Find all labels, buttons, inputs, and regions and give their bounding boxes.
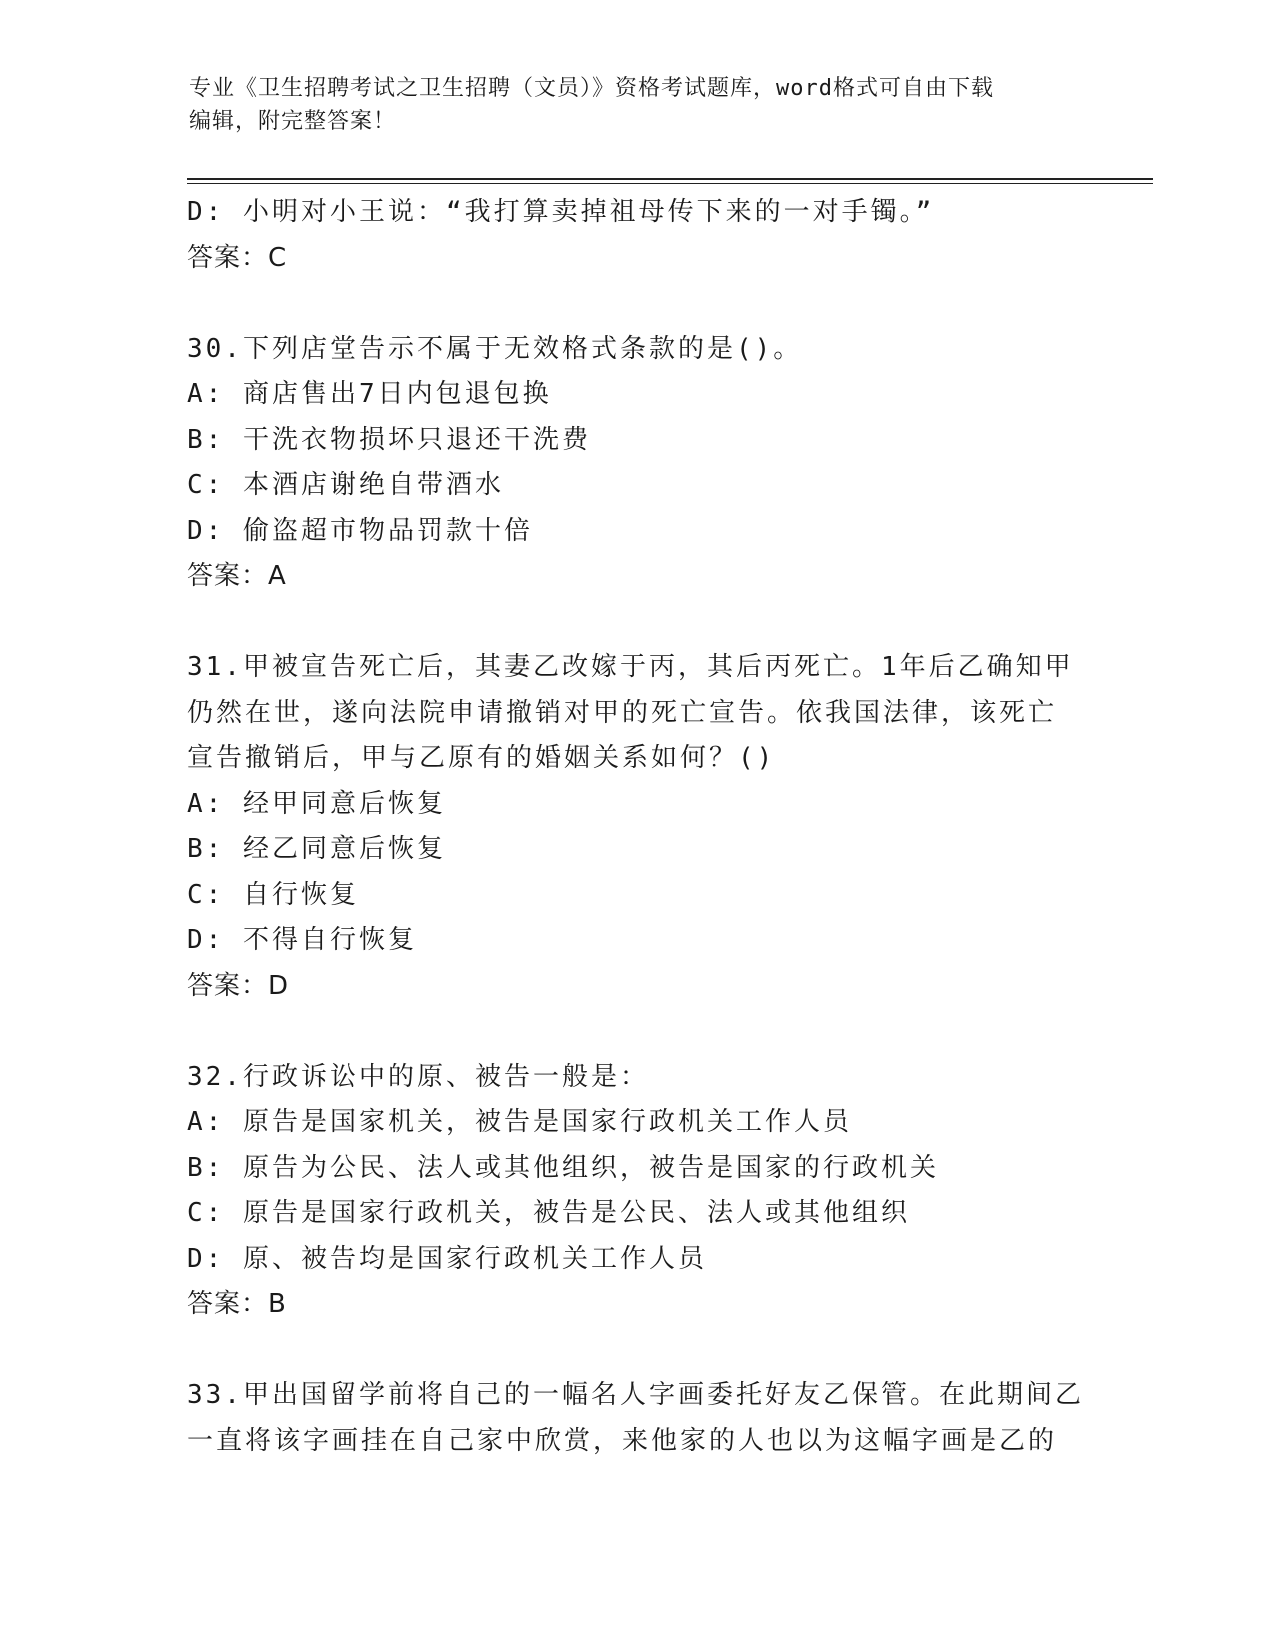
header-rule-thick xyxy=(187,178,1153,180)
answer: 答案：B xyxy=(187,1289,287,1319)
option-c: C: 自行恢复 xyxy=(187,879,359,910)
header-line-2: 编辑，附完整答案！ xyxy=(189,109,397,134)
option-c: C: 本酒店谢绝自带酒水 xyxy=(187,470,504,500)
answer: 答案：A xyxy=(187,561,287,591)
option-b: B: 原告为公民、法人或其他组织，被告是国家的行政机关 xyxy=(187,1152,939,1183)
spacer xyxy=(187,281,1087,327)
question-content xyxy=(187,190,1087,1464)
question-33 xyxy=(187,1373,1087,1464)
question-31 xyxy=(187,645,1087,1009)
option-d: D: 小明对小王说：“我打算卖掉祖母传下来的一对手镯。” xyxy=(187,197,935,227)
option-a: A: 经甲同意后恢复 xyxy=(187,788,446,819)
option-b: B: 经乙同意后恢复 xyxy=(187,834,446,864)
option-d: D: 偷盗超市物品罚款十倍 xyxy=(187,515,533,546)
option-c: C: 原告是国家行政机关，被告是公民、法人或其他组织 xyxy=(187,1198,910,1228)
answer: 答案：C xyxy=(187,242,288,273)
page-header xyxy=(189,72,1089,138)
question-32 xyxy=(187,1055,1087,1328)
previous-question-tail xyxy=(187,190,1087,281)
option-b: B: 干洗衣物损坏只退还干洗费 xyxy=(187,424,591,455)
option-a: A: 原告是国家机关，被告是国家行政机关工作人员 xyxy=(187,1107,852,1137)
option-a: A: 商店售出7日内包退包换 xyxy=(187,379,552,409)
question-stem: 一直将该字画挂在自己家中欣赏，来他家的人也以为这幅字画是乙的 xyxy=(187,1425,1058,1456)
question-stem: 宣告撤销后，甲与乙原有的婚姻关系如何？() xyxy=(187,743,776,773)
header-rule-thin xyxy=(187,183,1153,184)
question-30 xyxy=(187,327,1087,600)
answer: 答案：D xyxy=(187,970,290,1001)
spacer xyxy=(187,600,1087,646)
question-stem: 仍然在世，遂向法院申请撤销对甲的死亡宣告。依我国法律，该死亡 xyxy=(187,697,1058,728)
header-line-1: 专业《卫生招聘考试之卫生招聘（文员）》资格考试题库，word格式可自由下载 xyxy=(189,76,994,101)
option-d: D: 原、被告均是国家行政机关工作人员 xyxy=(187,1243,707,1274)
spacer xyxy=(187,1009,1087,1055)
question-stem: 32.行政诉讼中的原、被告一般是： xyxy=(187,1061,649,1092)
question-stem: 30.下列店堂告示不属于无效格式条款的是()。 xyxy=(187,333,803,364)
question-stem: 33.甲出国留学前将自己的一幅名人字画委托好友乙保管。在此期间乙 xyxy=(187,1380,1084,1410)
question-stem: 31.甲被宣告死亡后，其妻乙改嫁于丙，其后丙死亡。1年后乙确知甲 xyxy=(187,652,1074,682)
option-d: D: 不得自行恢复 xyxy=(187,925,417,955)
spacer xyxy=(187,1328,1087,1374)
